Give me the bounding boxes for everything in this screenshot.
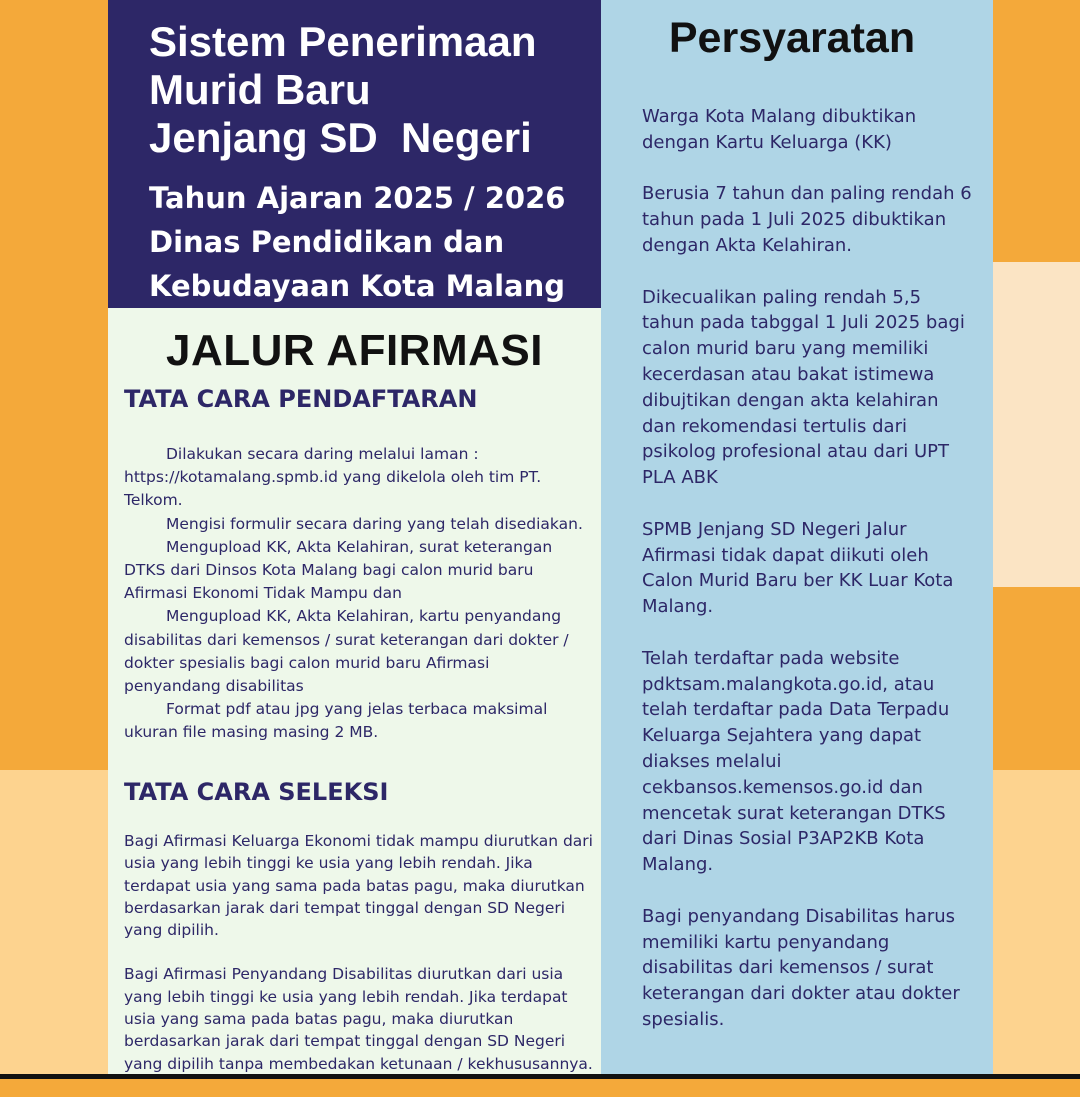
registration-heading: TATA CARA PENDAFTARAN bbox=[124, 385, 478, 413]
background-block bbox=[993, 587, 1080, 770]
requirement-item: Dikecualikan paling rendah 5,5 tahun pada tabggal 1 Juli 2025 bagi calon murid baru yang memiliki kecerdasan atau bakat istimewa dibujtikan dengan akta kelahiran dan rekomendasi tertulis dari psikolog profesional atau dari UPT PLA ABK bbox=[642, 286, 965, 489]
requirement-item: Telah terdaftar pada website pdktsam.malangkota.go.id, atau telah terdaftar pada Data Terpadu Keluarga Sejahtera yang dapat diakses melalui cekbansos.kemensos.go.id dan mencetak surat keterangan DTKS dari Dinas Sosial P3AP2KB Kota Malang. bbox=[642, 647, 950, 876]
registration-step: Mengisi formulir secara daring yang telah disediakan. bbox=[166, 514, 583, 533]
subtitle-line: Tahun Ajaran 2025 / 2026 bbox=[149, 181, 566, 215]
subtitle-line: Kebudayaan Kota Malang bbox=[149, 269, 566, 303]
selection-paragraph: Bagi Afirmasi Penyandang Disabilitas diurutkan dari usia yang lebih tinggi ke usia yang lebih rendah. Jika terdapat usia yang sama pada batas pagu, maka diurutkan berdasarkan jarak dari tempat tinggal dengan SD Negeri yang dipilih tanpa membedakan ketunaan / kekhususannya. bbox=[124, 965, 593, 1073]
title-line: Sistem Penerimaan bbox=[149, 18, 537, 65]
requirements-panel bbox=[601, 0, 993, 1074]
page-subtitle bbox=[149, 176, 589, 308]
title-line: Jenjang SD Negeri bbox=[149, 114, 532, 161]
title-line: Murid Baru bbox=[149, 66, 371, 113]
selection-heading: TATA CARA SELEKSI bbox=[124, 778, 389, 806]
registration-step: Mengupload KK, Akta Kelahiran, kartu penyandang disabilitas dari kemensos / surat keterangan dari dokter / dokter spesialis bagi calon murid baru Afirmasi penyandang disabilitas bbox=[124, 607, 569, 696]
registration-step: Format pdf atau jpg yang jelas terbaca maksimal ukuran file masing masing 2 MB. bbox=[124, 700, 548, 742]
requirement-item: Warga Kota Malang dibuktikan dengan Kartu Keluarga (KK) bbox=[642, 106, 917, 153]
background-block bbox=[0, 770, 108, 1079]
background-block bbox=[0, 0, 108, 770]
header-panel bbox=[108, 0, 601, 308]
requirement-item: SPMB Jenjang SD Negeri Jalur Afirmasi tidak dapat diikuti oleh Calon Murid Baru ber KK Luar Kota Malang. bbox=[642, 518, 954, 618]
requirement-item: Berusia 7 tahun dan paling rendah 6 tahun pada 1 Juli 2025 dibuktikan dengan Akta Kelahiran. bbox=[642, 183, 972, 256]
registration-step: Dilakukan secara daring melalui laman : https://kotamalang.spmb.id yang dikelola oleh tim PT. Telkom. bbox=[124, 445, 542, 510]
jalur-title: JALUR AFIRMASI bbox=[166, 326, 543, 375]
background-block bbox=[993, 262, 1080, 587]
background-block bbox=[993, 0, 1080, 262]
bottom-border bbox=[0, 1074, 1080, 1079]
requirements-title: Persyaratan bbox=[668, 14, 916, 62]
registration-step: Mengupload KK, Akta Kelahiran, surat keterangan DTKS dari Dinsos Kota Malang bagi calon murid baru Afirmasi Ekonomi Tidak Mampu dan bbox=[124, 537, 553, 603]
background-block bbox=[993, 770, 1080, 1079]
selection-paragraph: Bagi Afirmasi Keluarga Ekonomi tidak mampu diurutkan dari usia yang lebih tinggi ke usia yang lebih rendah. Jika terdapat usia yang sama pada batas pagu, maka diurutkan berdasarkan jarak dari tempat tinggal dengan SD Negeri yang dipilih. bbox=[124, 832, 593, 940]
subtitle-line: Dinas Pendidikan dan bbox=[149, 225, 505, 259]
afirmasi-panel bbox=[108, 308, 601, 1074]
requirement-item: Bagi penyandang Disabilitas harus memiliki kartu penyandang disabilitas dari kemensos / surat keterangan dari dokter atau dokter spesialis. bbox=[642, 905, 960, 1030]
registration-steps bbox=[124, 443, 586, 745]
page-title bbox=[149, 18, 589, 162]
selection-rules bbox=[124, 830, 594, 1097]
requirements-list bbox=[642, 104, 977, 1058]
